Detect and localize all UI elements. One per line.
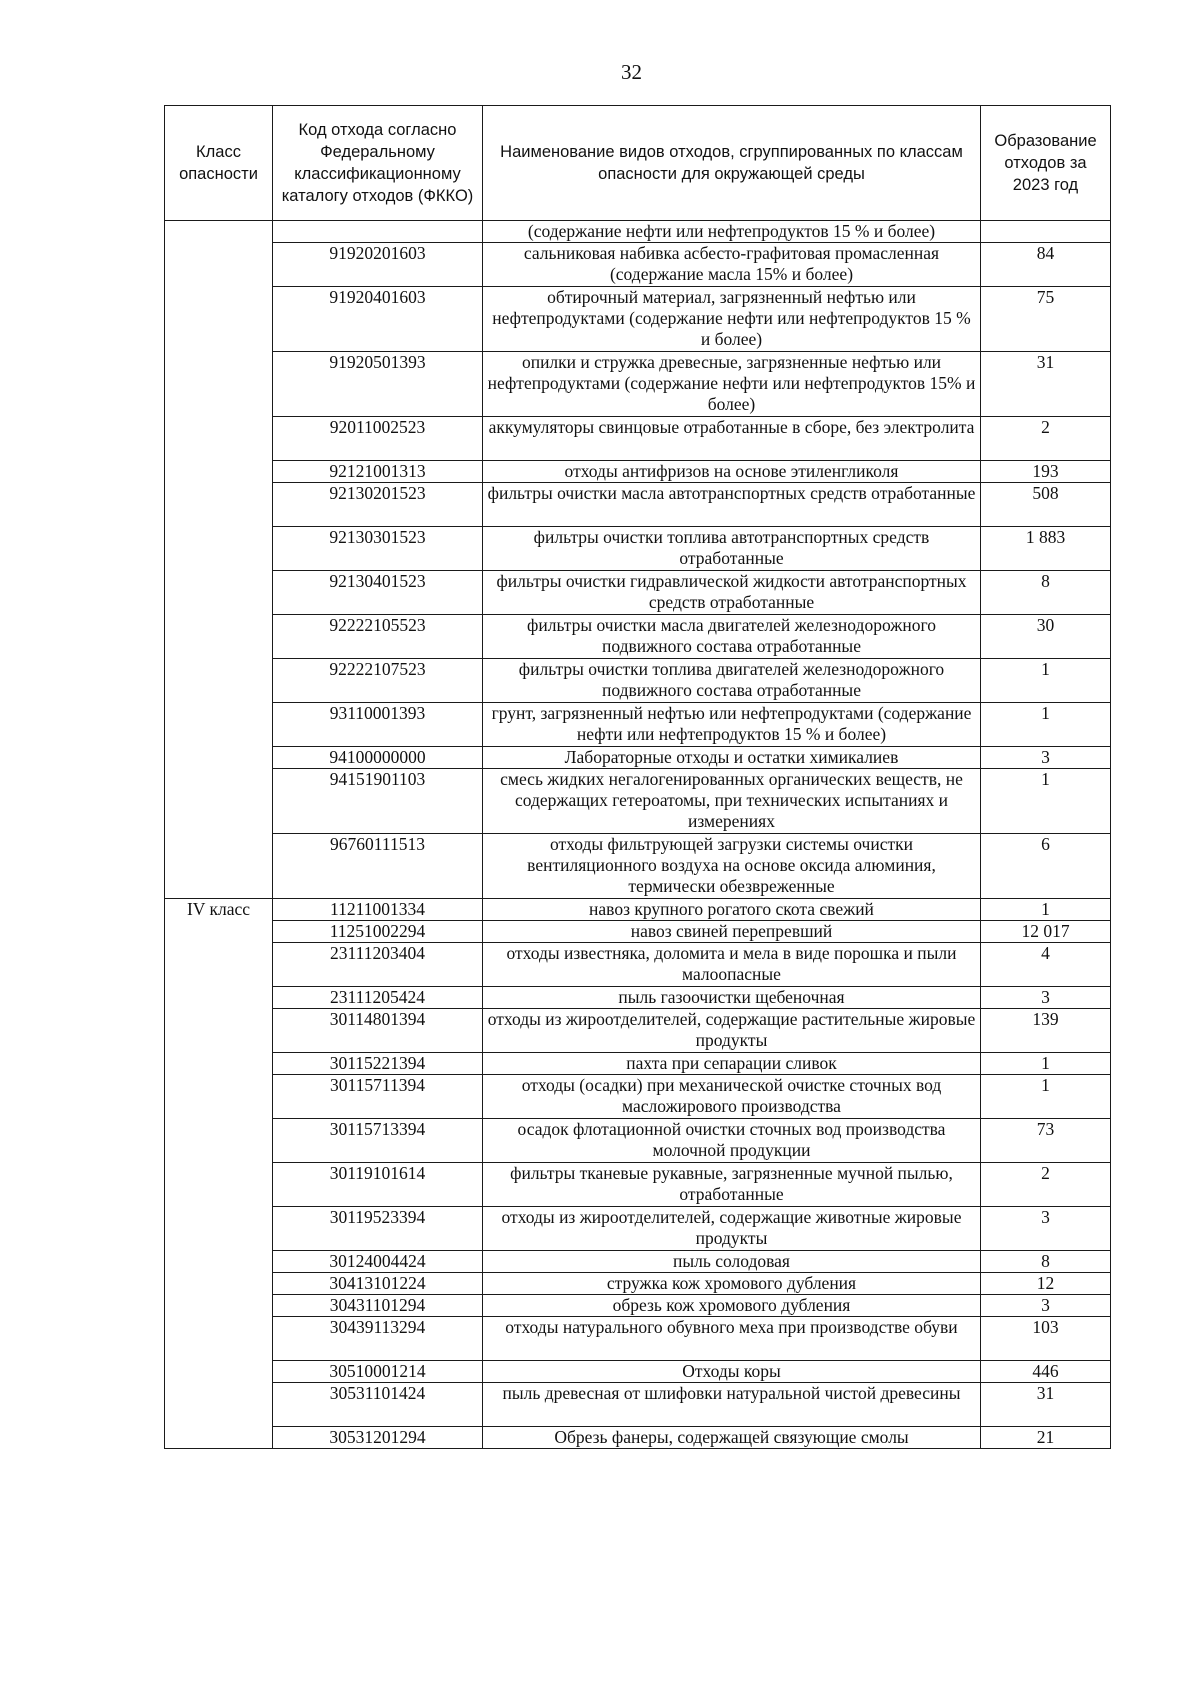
waste-amount: 3 [981,1207,1111,1251]
table-row [165,571,1111,615]
table-header-row [165,106,1111,221]
table-row [165,417,1111,461]
table-row [165,1119,1111,1163]
waste-name: отходы натурального обувного меха при производстве обуви [483,1317,981,1361]
table-row [165,1273,1111,1295]
waste-name: фильтры очистки масла двигателей железнодорожного подвижного состава отработанные [483,615,981,659]
waste-code: 92121001313 [273,461,483,483]
waste-name: Отходы коры [483,1361,981,1383]
table-row [165,659,1111,703]
waste-amount: 73 [981,1119,1111,1163]
table-row [165,1053,1111,1075]
waste-name: обтирочный материал, загрязненный нефтью или нефтепродуктами (содержание нефти или нефтепродуктов 15 % и более) [483,287,981,352]
table-cell-amount [981,221,1111,243]
table-row [165,1317,1111,1361]
waste-amount: 12 017 [981,921,1111,943]
waste-amount: 446 [981,1361,1111,1383]
waste-code: 11251002294 [273,921,483,943]
waste-amount: 193 [981,461,1111,483]
waste-amount: 3 [981,987,1111,1009]
waste-amount: 84 [981,243,1111,287]
waste-amount: 1 [981,1053,1111,1075]
table-row [165,921,1111,943]
waste-name: фильтры очистки топлива автотранспортных средств отработанные [483,527,981,571]
waste-amount: 31 [981,352,1111,417]
waste-amount: 8 [981,1251,1111,1273]
table-row [165,1361,1111,1383]
waste-name: стружка кож хромового дубления [483,1273,981,1295]
waste-code: 30114801394 [273,1009,483,1053]
waste-name: отходы антифризов на основе этиленгликоля [483,461,981,483]
waste-amount: 1 [981,703,1111,747]
waste-code: 92130401523 [273,571,483,615]
waste-name: фильтры тканевые рукавные, загрязненные мучной пылью, отработанные [483,1163,981,1207]
header-amount: Образование отходов за 2023 год [981,106,1111,221]
waste-amount: 3 [981,1295,1111,1317]
waste-amount: 12 [981,1273,1111,1295]
header-code: Код отхода согласно Федеральному классификационному каталогу отходов (ФККО) [273,106,483,221]
waste-code: 91920501393 [273,352,483,417]
waste-name: пахта при сепарации сливок [483,1053,981,1075]
table-cell-code [273,221,483,243]
waste-code: 92222105523 [273,615,483,659]
waste-code: 30431101294 [273,1295,483,1317]
waste-code: 30124004424 [273,1251,483,1273]
waste-code: 30119523394 [273,1207,483,1251]
waste-amount: 30 [981,615,1111,659]
table-row [165,1163,1111,1207]
table-row [165,943,1111,987]
waste-name: навоз свиней перепревший [483,921,981,943]
waste-name: осадок флотационной очистки сточных вод производства молочной продукции [483,1119,981,1163]
table-row [165,1251,1111,1273]
waste-amount: 1 [981,769,1111,834]
waste-code: 93110001393 [273,703,483,747]
table-row [165,987,1111,1009]
table-row [165,1207,1111,1251]
waste-name: отходы (осадки) при механической очистке сточных вод масложирового производства [483,1075,981,1119]
table-row [165,1009,1111,1053]
table-row [165,834,1111,899]
table-row [165,1383,1111,1427]
table-row [165,1075,1111,1119]
waste-name: фильтры очистки гидравлической жидкости автотранспортных средств отработанные [483,571,981,615]
waste-code: 94151901103 [273,769,483,834]
table-row [165,483,1111,527]
class-iii-cell [165,221,273,899]
waste-name: смесь жидких негалогенированных органических веществ, не содержащих гетероатомы, при технических испытаниях и измерениях [483,769,981,834]
waste-amount: 1 883 [981,527,1111,571]
table-row [165,1427,1111,1449]
waste-name: Обрезь фанеры, содержащей связующие смолы [483,1427,981,1449]
waste-name: обрезь кож хромового дубления [483,1295,981,1317]
waste-amount: 3 [981,747,1111,769]
waste-code: 92011002523 [273,417,483,461]
waste-code: 30413101224 [273,1273,483,1295]
continuation-row [165,221,1111,243]
waste-name: Лабораторные отходы и остатки химикалиев [483,747,981,769]
waste-code: 91920201603 [273,243,483,287]
waste-name: отходы известняка, доломита и мела в виде порошка и пыли малоопасные [483,943,981,987]
waste-amount: 1 [981,1075,1111,1119]
waste-code: 23111203404 [273,943,483,987]
class-iv-label: IV класс [165,899,273,1449]
waste-code: 11211001334 [273,899,483,921]
table-row [165,615,1111,659]
waste-name: опилки и стружка древесные, загрязненные нефтью или нефтепродуктами (содержание нефти или нефтепродуктов 15% и более) [483,352,981,417]
waste-code: 30439113294 [273,1317,483,1361]
waste-code: 92130201523 [273,483,483,527]
waste-amount: 103 [981,1317,1111,1361]
table-row [165,527,1111,571]
waste-code: 30115713394 [273,1119,483,1163]
waste-amount: 1 [981,659,1111,703]
waste-amount: 1 [981,899,1111,921]
waste-name: отходы из жироотделителей, содержащие растительные жировые продукты [483,1009,981,1053]
header-name: Наименование видов отходов, сгруппированных по классам опасности для окружающей среды [483,106,981,221]
waste-name: пыль древесная от шлифовки натуральной чистой древесины [483,1383,981,1427]
waste-code: 30531101424 [273,1383,483,1427]
waste-code: 30531201294 [273,1427,483,1449]
waste-amount: 6 [981,834,1111,899]
table-body [165,221,1111,1449]
waste-code: 91920401603 [273,287,483,352]
continuation-text: (содержание нефти или нефтепродуктов 15 % и более) [483,221,981,243]
waste-name: пыль солодовая [483,1251,981,1273]
waste-name: грунт, загрязненный нефтью или нефтепродуктами (содержание нефти или нефтепродуктов 15 % и более) [483,703,981,747]
waste-name: пыль газоочистки щебеночная [483,987,981,1009]
waste-code: 23111205424 [273,987,483,1009]
waste-code: 94100000000 [273,747,483,769]
waste-code: 30115221394 [273,1053,483,1075]
waste-table [164,105,1111,1449]
waste-name: отходы из жироотделителей, содержащие животные жировые продукты [483,1207,981,1251]
waste-amount: 8 [981,571,1111,615]
waste-code: 30115711394 [273,1075,483,1119]
waste-name: фильтры очистки топлива двигателей железнодорожного подвижного состава отработанные [483,659,981,703]
waste-amount: 2 [981,1163,1111,1207]
table-row [165,703,1111,747]
table-row [165,243,1111,287]
waste-code: 96760111513 [273,834,483,899]
waste-amount: 75 [981,287,1111,352]
waste-name: отходы фильтрующей загрузки системы очистки вентиляционного воздуха на основе оксида алюминия, термически обезвреженные [483,834,981,899]
waste-amount: 2 [981,417,1111,461]
table-row [165,287,1111,352]
waste-name: аккумуляторы свинцовые отработанные в сборе, без электролита [483,417,981,461]
waste-amount: 21 [981,1427,1111,1449]
page-number: 32 [621,60,642,84]
table-row [165,461,1111,483]
waste-code: 30119101614 [273,1163,483,1207]
header-class: Класс опасности [165,106,273,221]
waste-amount: 508 [981,483,1111,527]
table-row [165,352,1111,417]
table-row [165,899,1111,921]
table-row [165,769,1111,834]
waste-amount: 31 [981,1383,1111,1427]
waste-amount: 4 [981,943,1111,987]
waste-amount: 139 [981,1009,1111,1053]
waste-name: навоз крупного рогатого скота свежий [483,899,981,921]
table-row [165,747,1111,769]
waste-name: сальниковая набивка асбесто-графитовая промасленная (содержание масла 15% и более) [483,243,981,287]
waste-code: 92130301523 [273,527,483,571]
waste-code: 30510001214 [273,1361,483,1383]
waste-name: фильтры очистки масла автотранспортных средств отработанные [483,483,981,527]
waste-code: 92222107523 [273,659,483,703]
table-row [165,1295,1111,1317]
